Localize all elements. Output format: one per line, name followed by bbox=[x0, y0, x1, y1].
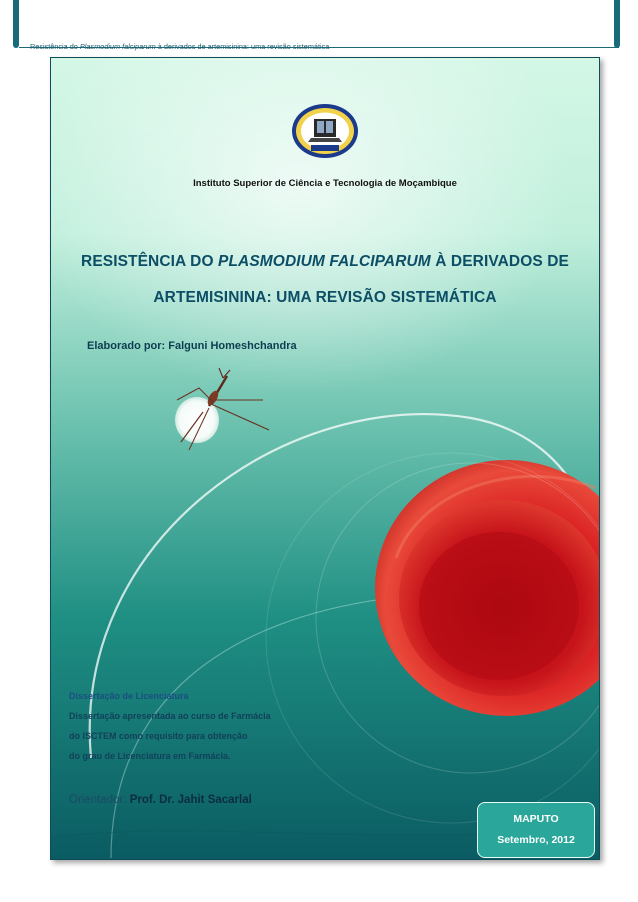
dissertation-line: do ISCTEM como requisito para obtenção bbox=[69, 731, 248, 741]
page-border-left bbox=[13, 0, 19, 48]
dissertation-line: do grau de Licenciatura em Farmácia. bbox=[69, 751, 231, 761]
running-header bbox=[30, 42, 329, 51]
cover-page bbox=[50, 57, 600, 860]
dissertation-block bbox=[69, 686, 271, 766]
running-header-prefix: Resistência do bbox=[30, 42, 80, 51]
advisor-name: Prof. Dr. Jahit Sacarlal bbox=[129, 794, 252, 806]
page-border-right bbox=[614, 0, 620, 48]
city: MAPUTO bbox=[513, 813, 559, 825]
advisor-label: Orientador: bbox=[69, 794, 130, 806]
running-header-suffix: à derivados de artemisinina: uma revisão sistemática bbox=[155, 42, 330, 51]
author-line: Elaborado por: Falguni Homeshchandra bbox=[87, 340, 297, 352]
institute-name: Instituto Superior de Ciência e Tecnologia de Moçambique bbox=[193, 178, 457, 189]
dissertation-line: Dissertação apresentada ao curso de Farmácia bbox=[69, 711, 271, 721]
running-header-italic: Plasmodium falciparum bbox=[79, 42, 156, 51]
advisor-line bbox=[69, 794, 252, 806]
place-date-box bbox=[477, 802, 595, 858]
isctem-logo bbox=[287, 102, 363, 160]
title-part-1: RESISTÊNCIA DO bbox=[81, 253, 219, 270]
thesis-title bbox=[61, 244, 589, 316]
title-italic: PLASMODIUM FALCIPARUM bbox=[218, 253, 431, 270]
date: Setembro, 2012 bbox=[497, 834, 575, 846]
dissertation-line: Dissertação de Licenciatura bbox=[69, 691, 189, 701]
title-part-2: À DERIVADOS DE ARTEMISININA: UMA REVISÃO SISTEMÁTICA bbox=[153, 253, 569, 306]
